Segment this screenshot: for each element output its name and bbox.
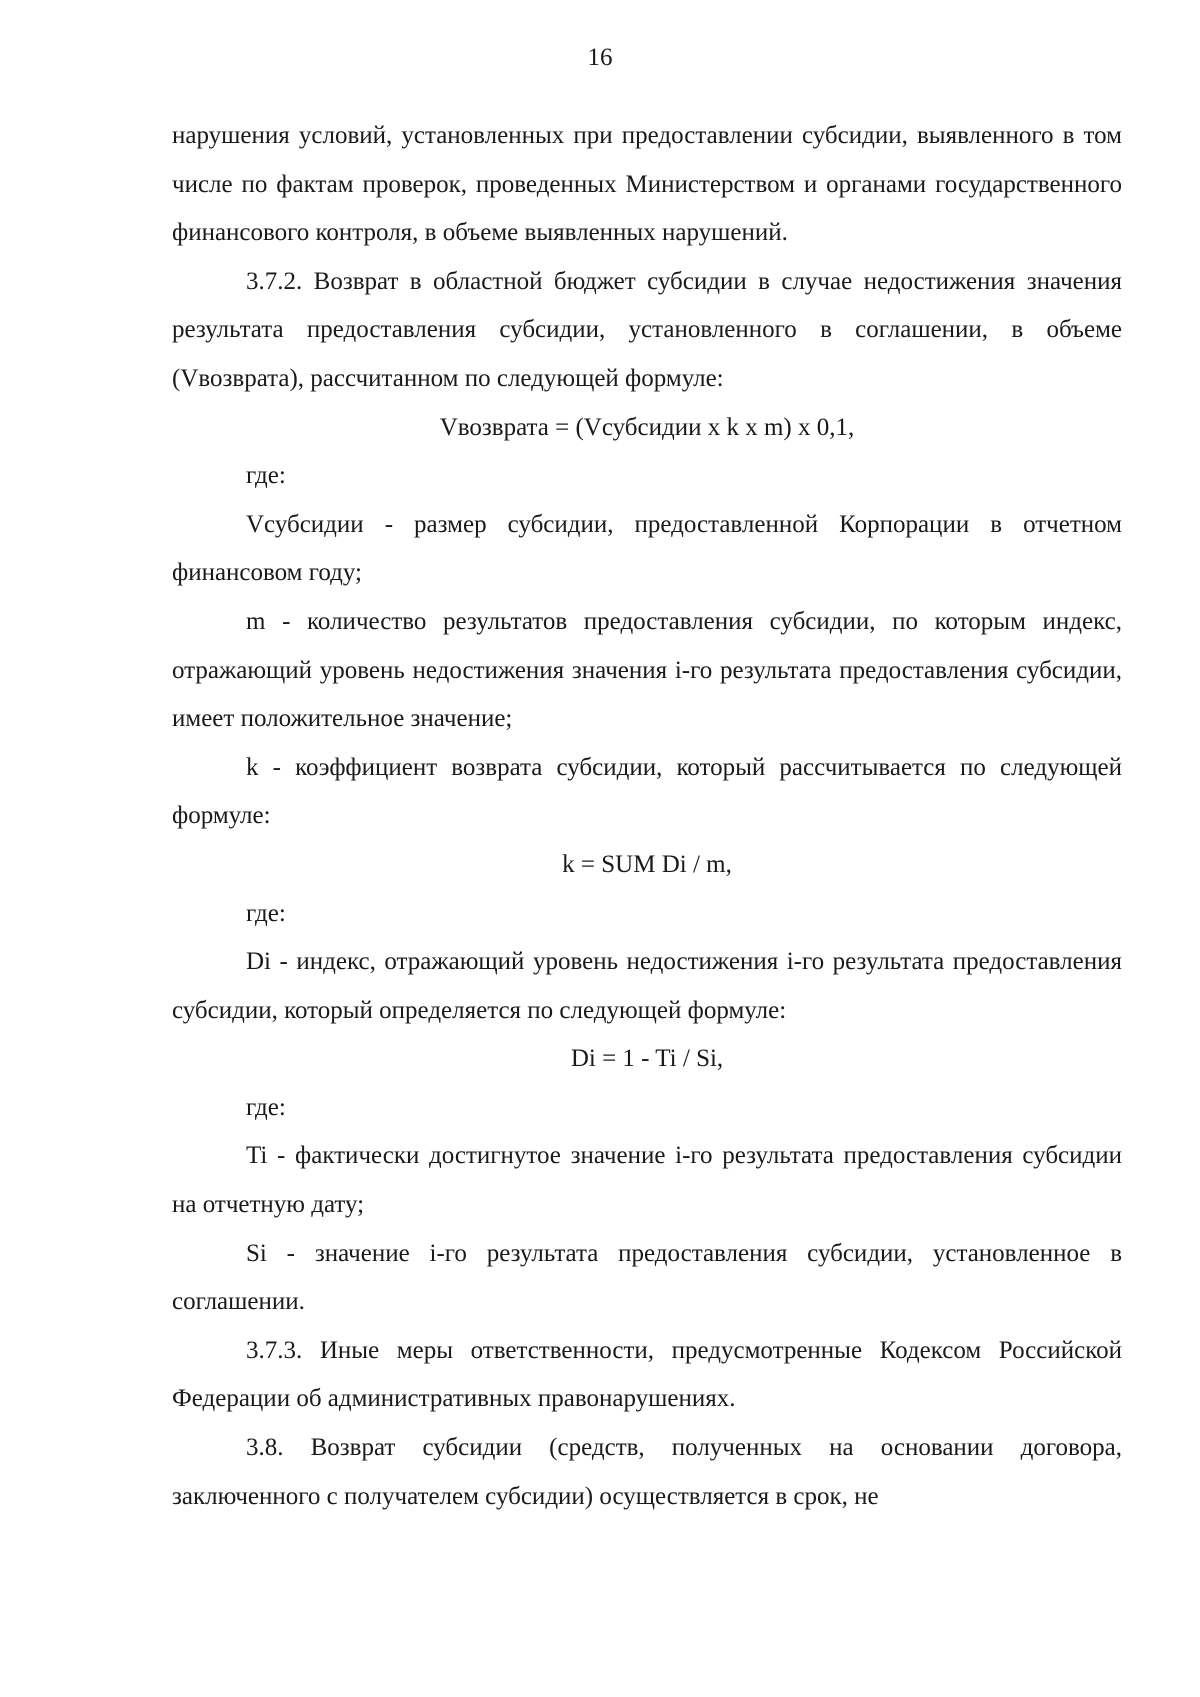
- definition-di: Di - индекс, отражающий уровень недостижения i-го результата предоставления субсидии, который определяется по следующей формуле:: [172, 948, 1122, 1024]
- where-label: где:: [246, 899, 286, 927]
- where-label: где:: [246, 462, 286, 490]
- page-number: 16: [587, 44, 613, 71]
- paragraph-3-7-2: 3.7.2. Возврат в областной бюджет субсидии в случае недостижения значения результата предоставления субсидии, установленного в соглашении, в объеме (Vвозврата), рассчитанном по следующей формуле:: [172, 267, 1122, 392]
- definition-v-subsidy: Vсубсидии - размер субсидии, предоставленной Корпорации в отчетном финансовом году;: [172, 510, 1122, 587]
- formula-di: Di = 1 - Ti / Si,: [570, 1045, 724, 1073]
- document-body: [172, 112, 1122, 1521]
- definition-k: k - коэффициент возврата субсидии, который рассчитывается по следующей формуле:: [172, 753, 1122, 830]
- paragraph-violation-continuation: нарушения условий, установленных при предоставлении субсидии, выявленного в том числе по фактам проверок, проведенных Министерством и органами государственного финансового контроля, в объеме выявленных нарушений.: [172, 122, 1122, 247]
- definition-si: Si - значение i-го результата предоставления субсидии, установленное в соглашении.: [172, 1239, 1122, 1316]
- formula-return-volume: Vвозврата = (Vсубсидии x k x m) x 0,1,: [439, 413, 855, 441]
- definition-m: m - количество результатов предоставления субсидии, по которым индекс, отражающий уровень недостижения значения i-го результата предоставления субсидии, имеет положительное значение;: [172, 607, 1122, 733]
- paragraph-3-7-3: 3.7.3. Иные меры ответственности, предусмотренные Кодексом Российской Федерации об административных правонарушениях.: [172, 1336, 1122, 1413]
- formula-k: k = SUM Di / m,: [562, 850, 732, 878]
- paragraph-3-8: 3.8. Возврат субсидии (средств, полученных на основании договора, заключенного с получателем субсидии) осуществляется в срок, не: [172, 1434, 1122, 1510]
- definition-ti: Ti - фактически достигнутое значение i-го результата предоставления субсидии на отчетную дату;: [172, 1142, 1122, 1219]
- where-label: где:: [246, 1093, 286, 1121]
